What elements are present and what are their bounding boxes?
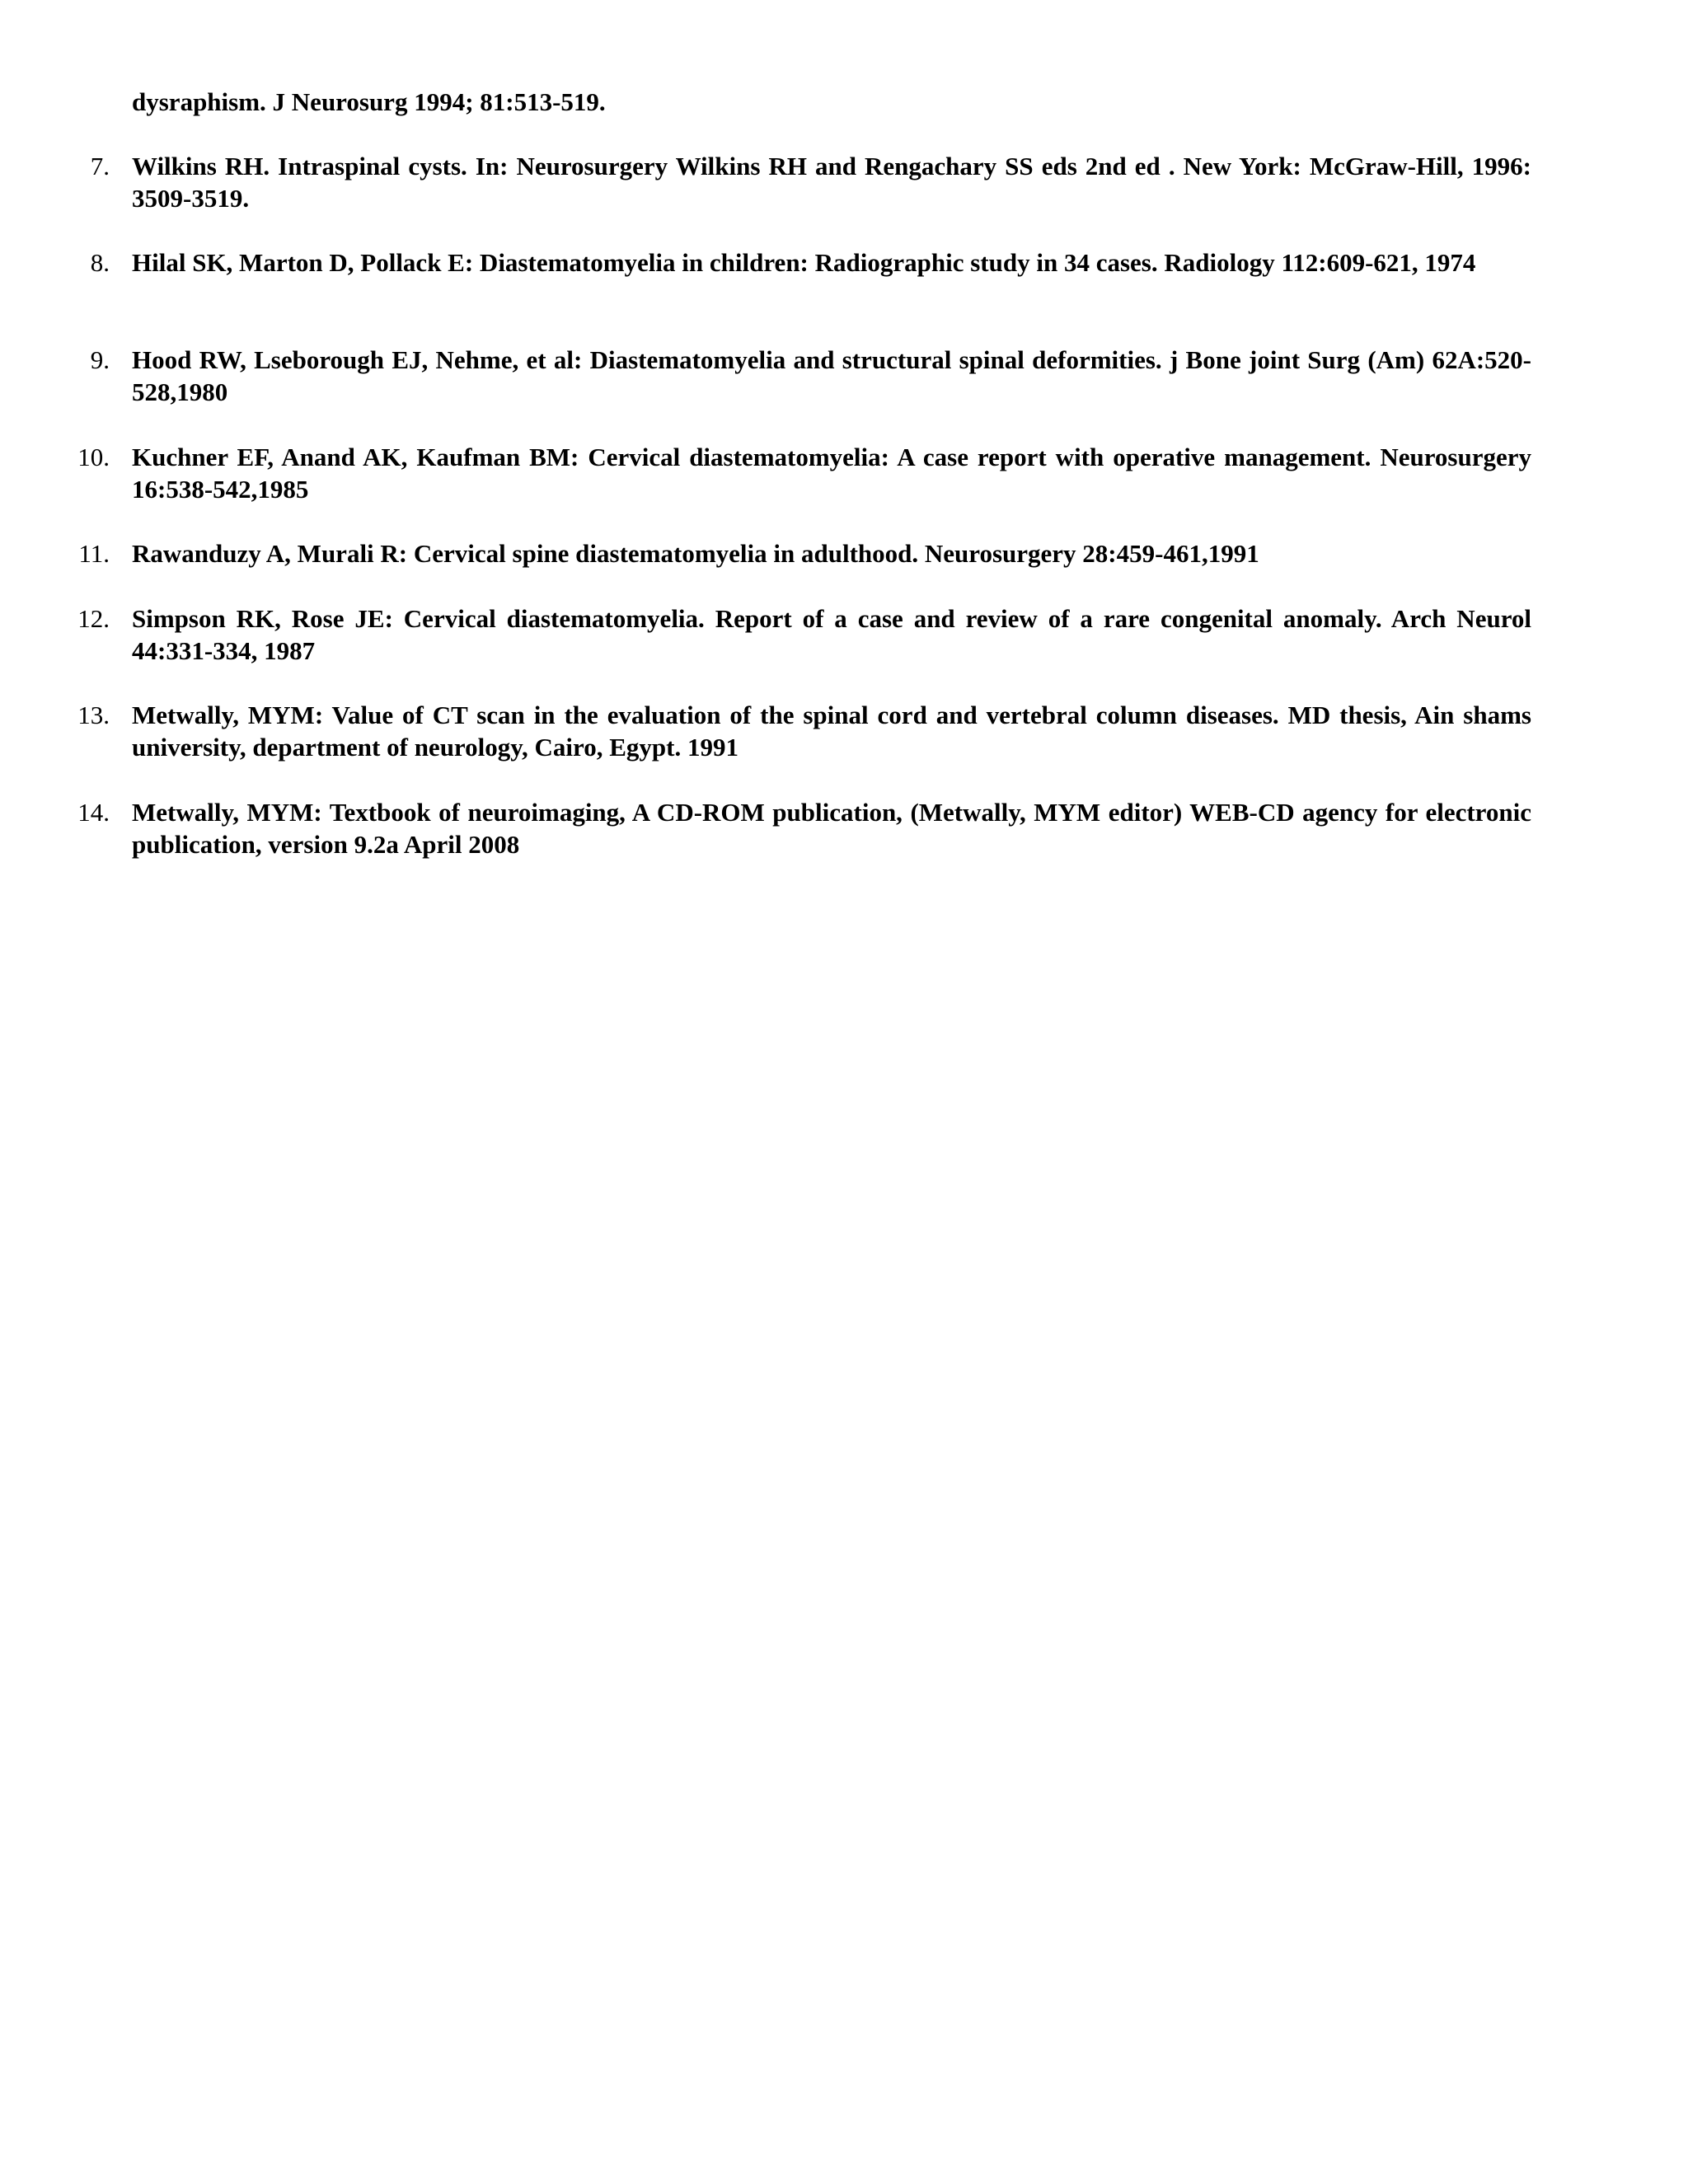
reference-text: Metwally, MYM: Textbook of neuroimaging, A CD-ROM publication, (Metwally, MYM editor) WEB-CD agency for electronic publication, version 9.2a April 2008: [132, 798, 1531, 859]
reference-text: Hood RW, Lseborough EJ, Nehme, et al: Diastematomyelia and structural spinal deformities. j Bone joint Surg (Am) 62A:520-528,1980: [132, 345, 1531, 406]
reference-number: 12.: [77, 604, 110, 633]
reference-text: Hilal SK, Marton D, Pollack E: Diastematomyelia in children: Radiographic study in 34 cases. Radiology 112:609-621, 1974: [132, 248, 1476, 277]
reference-text: Rawanduzy A, Murali R: Cervical spine diastematomyelia in adulthood. Neurosurgery 28:459-461,1991: [132, 539, 1259, 568]
reference-number: 11.: [78, 539, 110, 568]
reference-number: 14.: [77, 798, 110, 827]
reference-text: Metwally, MYM: Value of CT scan in the evaluation of the spinal cord and vertebral column diseases. MD thesis, Ain shams university, department of neurology, Cairo, Egypt. 1991: [132, 701, 1531, 762]
reference-number: 13.: [77, 701, 110, 729]
reference-text: dysraphism. J Neurosurg 1994; 81:513-519.: [132, 87, 606, 116]
reference-text: Kuchner EF, Anand AK, Kaufman BM: Cervical diastematomyelia: A case report with operative management. Neurosurgery 16:538-542,1985: [132, 443, 1531, 504]
reference-number: 8.: [90, 248, 110, 277]
reference-text: Simpson RK, Rose JE: Cervical diastematomyelia. Report of a case and review of a rare congenital anomaly. Arch Neurol 44:331-334, 1987: [132, 604, 1531, 665]
reference-number: 9.: [90, 345, 110, 374]
reference-number: 7.: [90, 152, 110, 180]
reference-text: Wilkins RH. Intraspinal cysts. In: Neurosurgery Wilkins RH and Rengachary SS eds 2nd ed . New York: McGraw-Hill, 1996: 3509-3519.: [132, 152, 1531, 213]
reference-number: 10.: [77, 443, 110, 471]
